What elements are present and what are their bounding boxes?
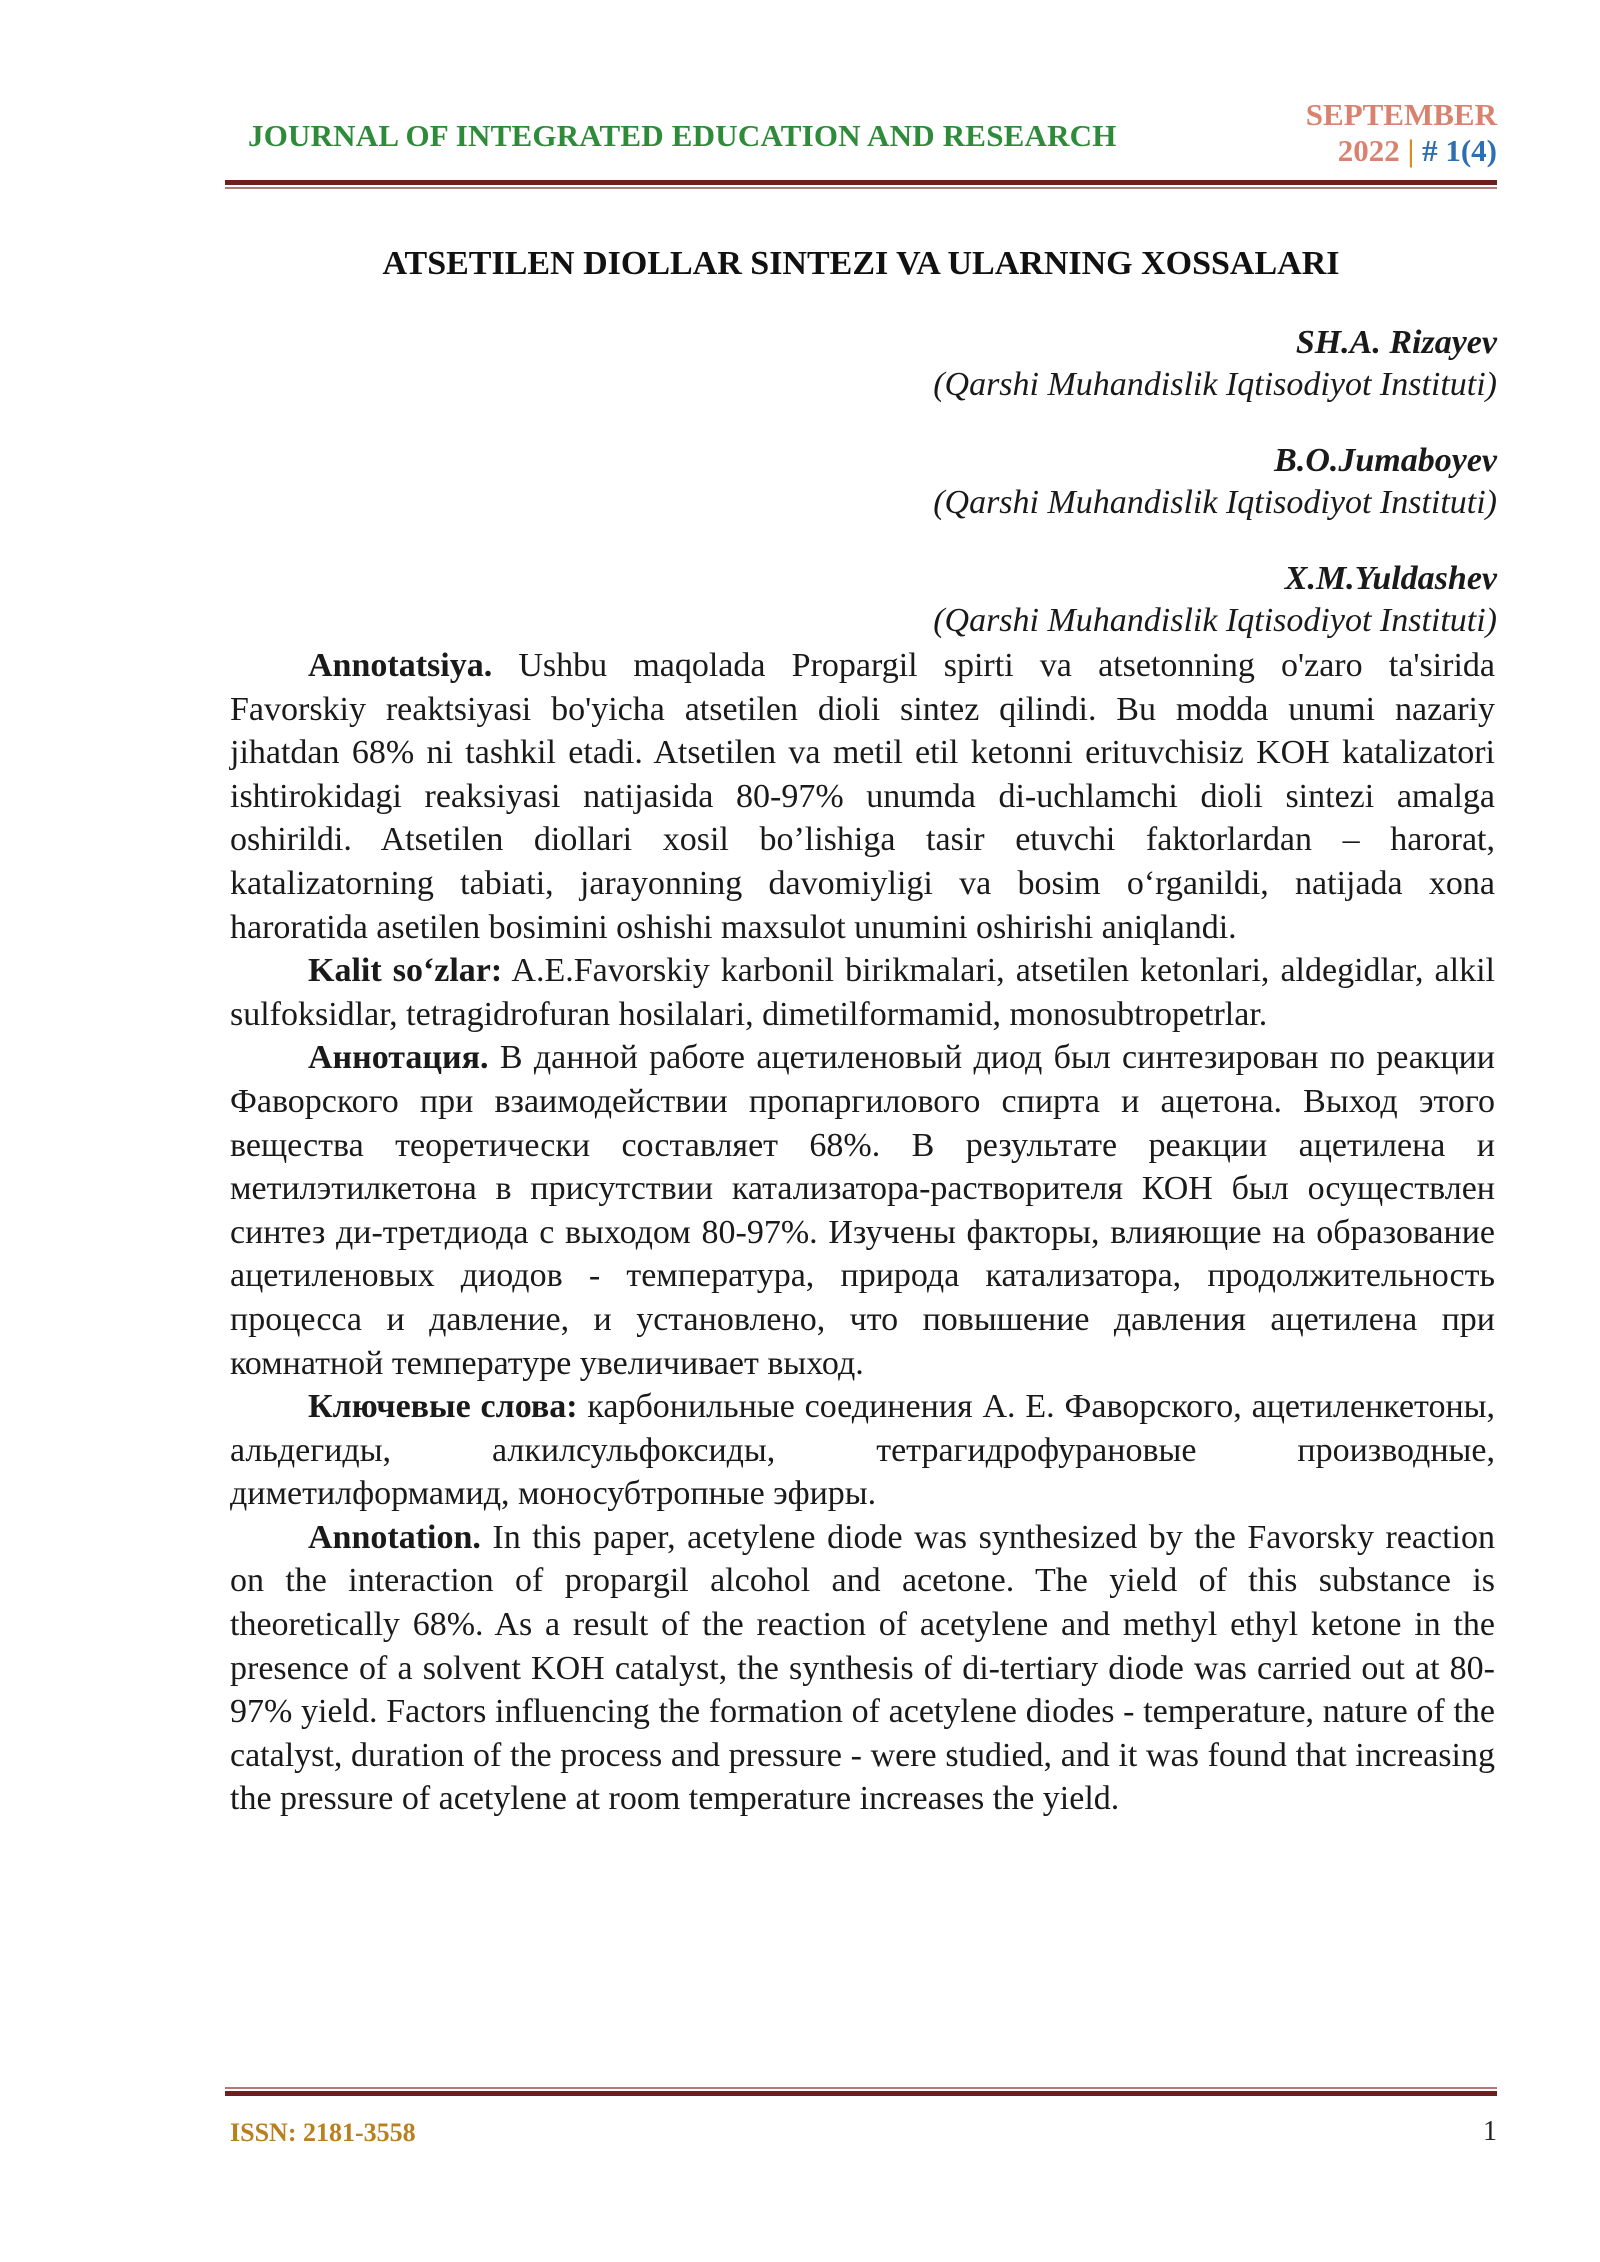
- header-rule-thick: [225, 180, 1497, 185]
- issue-separator: |: [1407, 133, 1415, 168]
- issue-number: # 1(4): [1422, 133, 1497, 168]
- author-block-3: [933, 558, 1497, 642]
- author-name: X.M.Yuldashev: [1284, 560, 1497, 597]
- footer-rule-thick: [225, 2091, 1497, 2096]
- paragraph-text: В данной работе ацетиленовый диод был синтезирован по реакции Фаворского при взаимодействии пропаргилового спирта и ацетона. Выход этого вещества теоретически составляет 68%. В результате реакции ацетилена и метилэтилкетона в присутствии катализатора-растворителя КОН был осуществлен синтез ди-третдиода с выходом 80-97%. Изучены факторы, влияющие на образование ацетиленовых диодов - температура, природа катализатора, продолжительность процесса и давление, и установлено, что повышение давления ацетилена при комнатной температуре увеличивает выход.: [230, 1039, 1495, 1382]
- abstract-russian: [230, 1036, 1495, 1385]
- paragraph-text: Ushbu maqolada Propargil spirti va atsetonning o'zaro ta'sirida Favorskiy reaktsiyasi bo'yicha atsetilen dioli sintez qilindi. Bu modda unumi nazariy jihatdan 68% ni tashkil etadi. Atsetilen va metil etil ketonni erituvchisiz KOH katalizatori ishtirokidagi reaksiyasi natijasida 80-97% unumda di-uchlamchi dioli sintezi amalga oshirildi. Atsetilen diollari xosil bo’lishiga tasir etuvchi faktorlardan – harorat, katalizatorning tabiati, jarayonning davomiyligi va bosim o‘rganildi, natijada xona haroratida asetilen bosimini oshishi maxsulot unumini oshirishi aniqlandi.: [230, 647, 1495, 946]
- article-title: ATSETILEN DIOLLAR SINTEZI VA ULARNING XOSSALARI: [382, 245, 1340, 282]
- paragraph-text: A.E.Favorskiy karbonil birikmalari, atsetilen ketonlari, aldegidlar, alkil sulfoksidlar, tetragidrofuran hosilalari, dimetilformamid, monosubtropetrlar.: [230, 952, 1495, 1033]
- author-name: SH.A. Rizayev: [1295, 324, 1497, 361]
- abstract-uzbek: [230, 644, 1495, 949]
- paragraph-text: In this paper, acetylene diode was synthesized by the Favorsky reaction on the interaction of propargil alcohol and acetone. The yield of this substance is theoretically 68%. As a result of the reaction of acetylene and methyl ethyl ketone in the presence of a solvent KOH catalyst, the synthesis of di-tertiary diode was carried out at 80-97% yield. Factors influencing the formation of acetylene diodes - temperature, nature of the catalyst, duration of the process and pressure - were studied, and it was found that increasing the pressure of acetylene at room temperature increases the yield.: [230, 1518, 1495, 1818]
- journal-title: JOURNAL OF INTEGRATED EDUCATION AND RESEARCH: [248, 118, 1117, 153]
- paragraph-lead: Ключевые слова:: [308, 1388, 578, 1426]
- paragraph-text: карбонильные соединения А. Е. Фаворского, ацетиленкетоны, альдегиды, алкилсульфоксиды, тетрагидрофурановые производные, диметилформамид, моносубтропные эфиры.: [230, 1388, 1495, 1513]
- paragraph-lead: Аннотация.: [308, 1039, 489, 1077]
- author-block-2: [933, 440, 1497, 524]
- keywords-uzbek: [230, 949, 1495, 1036]
- footer-issn: ISSN: 2181-3558: [230, 2118, 416, 2147]
- issue-line: [1306, 133, 1497, 169]
- issue-month: SEPTEMBER: [1305, 97, 1497, 132]
- author-name: B.O.Jumaboyev: [1274, 442, 1497, 479]
- header-rule-thin: [225, 187, 1497, 189]
- page-number: 1: [1483, 2116, 1497, 2147]
- author-block-1: [933, 322, 1497, 406]
- footer-rule-thin: [225, 2087, 1497, 2089]
- issue-date: [1306, 97, 1497, 169]
- author-affiliation: (Qarshi Muhandislik Iqtisodiyot Instituti): [933, 602, 1497, 639]
- author-affiliation: (Qarshi Muhandislik Iqtisodiyot Instituti): [933, 484, 1497, 521]
- keywords-russian: [230, 1385, 1495, 1516]
- paragraph-lead: Annotation.: [308, 1518, 481, 1556]
- paragraph-lead: Kalit so‘zlar:: [308, 952, 503, 990]
- author-affiliation: (Qarshi Muhandislik Iqtisodiyot Instituti): [933, 366, 1497, 403]
- abstract-english: [230, 1516, 1495, 1821]
- article-body: [230, 644, 1495, 1821]
- issue-year: 2022: [1337, 133, 1400, 168]
- paragraph-lead: Annotatsiya.: [308, 647, 493, 684]
